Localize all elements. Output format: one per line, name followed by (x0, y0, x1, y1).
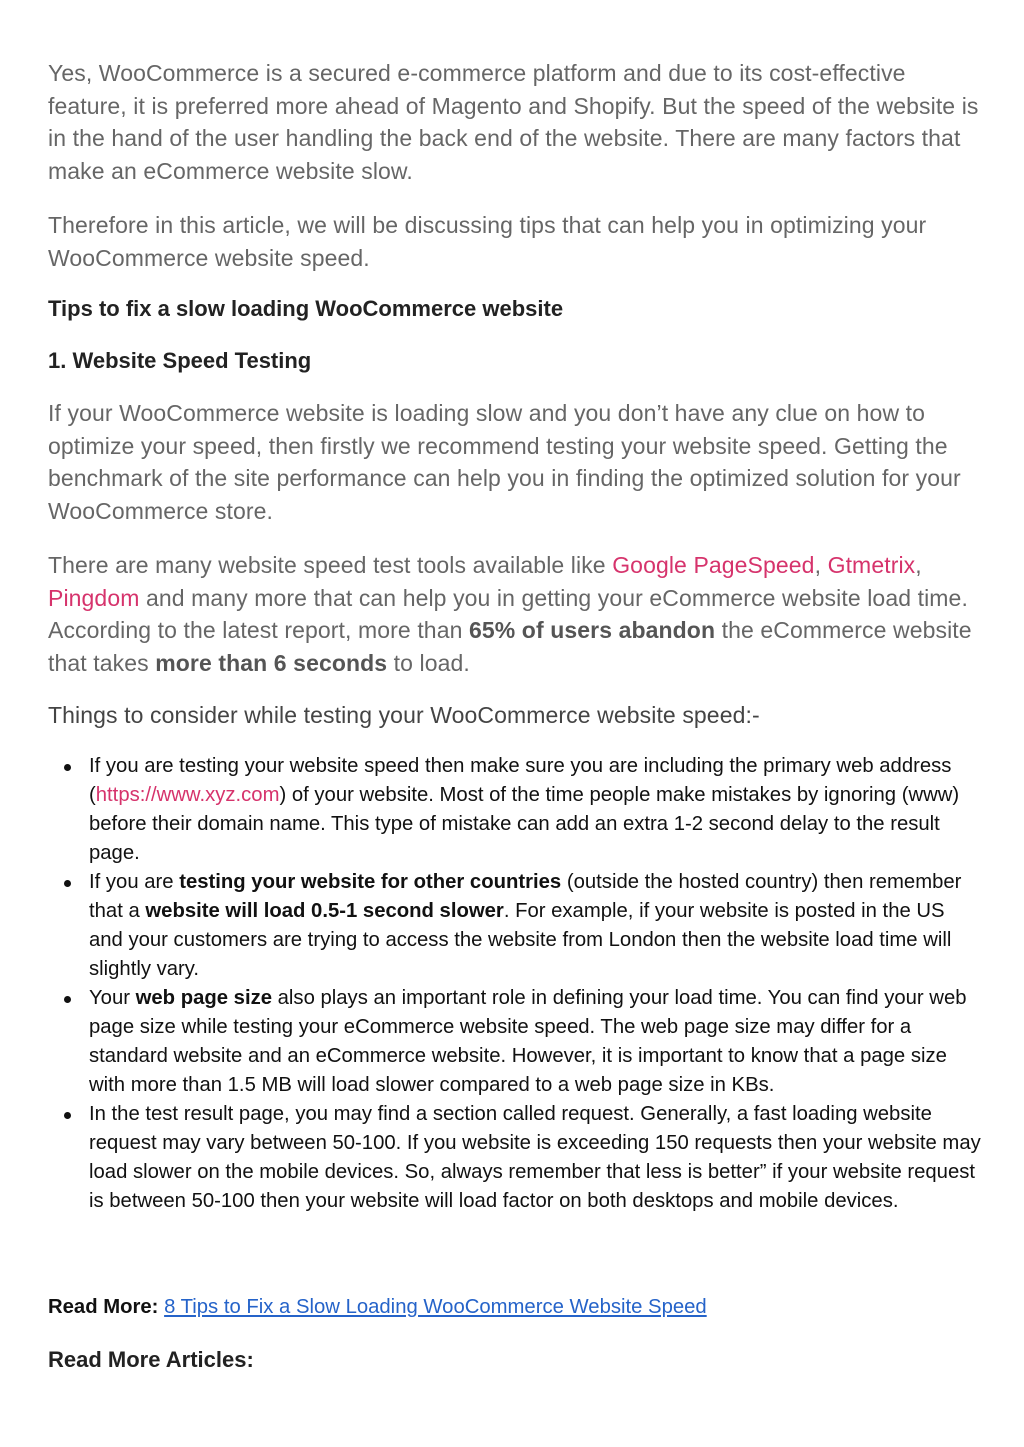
bullet-2-text-a: If you are (89, 871, 180, 893)
bullet-icon (64, 1112, 71, 1119)
bullet-3-bold-1: web page size (135, 987, 273, 1009)
tools-text-c: the eCommerce website that takes (48, 617, 972, 676)
bullet-icon (64, 880, 71, 887)
read-more-line (48, 1292, 707, 1322)
bullet-icon (64, 764, 71, 771)
bullet-icon (64, 996, 71, 1003)
pingdom-link[interactable]: Pingdom (48, 584, 140, 611)
bullet-1-text-b: ) of your website. Most of the time people make mistakes by ignoring (www) before their domain name. This type of mistake can add an extra 1-2 second delay to the result page. (89, 784, 960, 864)
bullet-2-bold-2: website will load 0.5-1 second slower (145, 900, 504, 922)
gtmetrix-link[interactable]: Gtmetrix (827, 552, 916, 578)
bullet-1-text-a: If you are testing your website speed then make sure you are including the primary web address ( (89, 755, 952, 806)
intro-paragraph-1: Yes, WooCommerce is a secured e-commerce platform and due to its cost-effective feature, it is preferred more ahead of Magento and Shopify. But the speed of the website is in the hand of the user handling the back end of the website. There are many factors that make an eCommerce website slow. (48, 60, 979, 184)
list-item (48, 984, 984, 1100)
read-more-articles-title: Read More Articles: (48, 1347, 254, 1372)
example-url-link[interactable]: https://www.xyz.com (95, 784, 280, 806)
things-to-consider: Things to consider while testing your WooCommerce website speed:- (48, 702, 760, 728)
list-item (48, 1100, 984, 1216)
list-item (48, 752, 984, 868)
tools-text-a: There are many website speed test tools available like (48, 552, 613, 578)
section-title: Tips to fix a slow loading WooCommerce website (48, 296, 564, 321)
comma-1: , (814, 552, 822, 578)
intro-paragraph-2: Therefore in this article, we will be discussing tips that can help you in optimizing your WooCommerce website speed. (48, 212, 927, 271)
tools-paragraph (48, 549, 984, 679)
bullet-4-text: In the test result page, you may find a section called request. Generally, a fast loading website request may vary between 50-100. If you website is exceeding 150 requests then your website may load slower on the mobile devices. So, always remember that less is better” if your website request is between 50-100 then your website will load factor on both desktops and mobile devices. (89, 1103, 981, 1212)
abandon-stat: 65% of users abandon (468, 617, 716, 644)
list-item (48, 868, 984, 984)
bullet-2-text-b: (outside the hosted country) then remember that a (89, 871, 962, 922)
bullet-2-text-c: . For example, if your website is posted in the US and your customers are trying to access the website from London then the website load time will slightly vary. (89, 900, 952, 980)
bullet-3-text-a: Your (89, 987, 136, 1009)
speed-testing-paragraph: If your WooCommerce website is loading slow and you don’t have any clue on how to optimize your speed, then firstly we recommend testing your website speed. Getting the benchmark of the site performance can help you in finding the optimized solution for your WooCommerce store. (48, 400, 961, 524)
bullet-3-text-b: also plays an important role in defining your load time. You can find your web page size while testing your eCommerce website speed. The web page size may differ for a standard website and an eCommerce website. However, it is important to know that a page size with more than 1.5 MB will load slower compared to a web page size in KBs. (89, 987, 967, 1096)
tools-text-b: and many more that can help you in getting your eCommerce website load time. According to the latest report, more than (48, 584, 968, 644)
comma-2: , (915, 552, 922, 578)
bullet-2-bold-1: testing your website for other countries (179, 871, 562, 893)
tools-text-d: to load. (387, 649, 470, 676)
subsection-title: 1. Website Speed Testing (48, 348, 312, 373)
read-more-label: Read More: (48, 1296, 159, 1318)
seconds-stat: more than 6 seconds (155, 649, 388, 676)
read-more-link[interactable]: 8 Tips to Fix a Slow Loading WooCommerce Website Speed (164, 1296, 707, 1318)
considerations-list (48, 752, 984, 1216)
google-pagespeed-link[interactable]: Google PageSpeed (612, 552, 815, 578)
